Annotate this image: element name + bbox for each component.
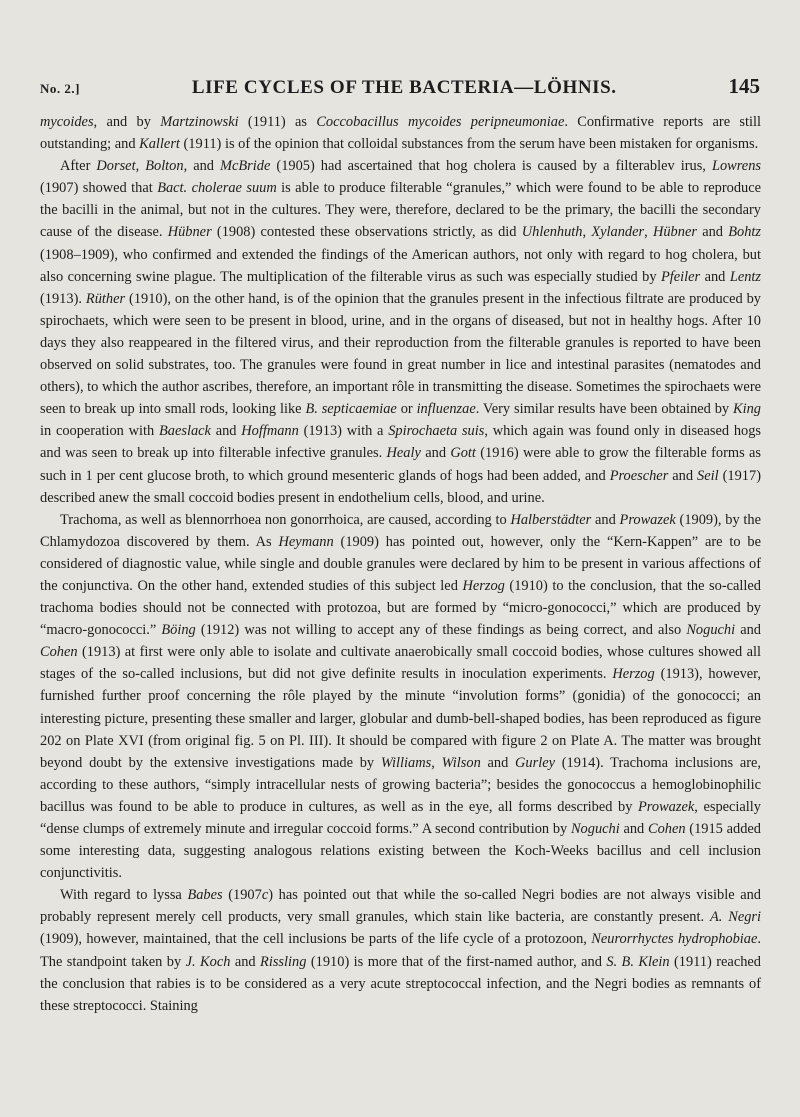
- paragraph: With regard to lyssa Babes (1907c) has pointed out that while the so-called Negri bodies are not always visible and probably represent merely cell products, very small granules, which stain like bacteria, are constantly present. A. Negri (1909), however, maintained, that the cell inclusions be parts of the life cycle of a protozoon, Neurorrhyctes hydrophobiae. The standpoint taken by J. Koch and Rissling (1910) is more that of the first-named author, and S. B. Klein (1911) reached the conclusion that rabies is to be considered as a very acute streptococcal infection, and the Negri bodies as remnants of these streptococci. Staining: [40, 887, 761, 1014]
- running-title: LIFE CYCLES OF THE BACTERIA—LÖHNIS.: [191, 77, 617, 98]
- paragraph: mycoides, and by Martzinowski (1911) as Coccobacillus mycoides peripneumoniae. Confirmative reports are still outstanding; and Kallert (1911) is of the opinion that colloidal substances from the serum have been mistaken for organisms.: [40, 114, 761, 153]
- page-number: 145: [728, 74, 760, 98]
- paragraph: After Dorset, Bolton, and McBride (1905) had ascertained that hog cholera is caused by a filterablev irus, Lowrens (1907) showed that Bact. cholerae suum is able to produce filterable “granules,” which were found to be able to reproduce the bacilli in the animal, but not in the cultures. They were, therefore, declared to be the primary, the bacilli the secondary cause of the disease. Hübner (1908) contested these observations strictly, as did Uhlenhuth, Xylander, Hübner and Bohtz (1908–1909), who confirmed and extended the findings of the American authors, not only with regard to hog cholera, but also concerning swine plague. The multiplication of the filterable virus as such was especially studied by Pfeiler and Lentz (1913). Rüther (1910), on the other hand, is of the opinion that the granules present in the infectious filtrate are produced by spirochaets, which were seen to be present in blood, urine, and in the organs of diseased, but not in healthy hogs. After 10 days they also reappeared in the filtered virus, and their reproduction from the filterable granules is reported to have been observed on solid substrates, too. The granules were found in great number in lice and intestinal parasites (nematodes and others), to which the author ascribes, therefore, an important rôle in transmitting the disease. Sometimes the spirochaets were seen to break up into small rods, looking like B. septicaemiae or influenzae. Very similar results have been obtained by King in cooperation with Baeslack and Hoffmann (1913) with a Spirochaeta suis, which again was found only in diseased hogs and was seen to break up into filterable infective granules. Healy and Gott (1916) were able to grow the filterable forms as such in 1 per cent glucose broth, to which ground mesenteric glands of hogs had been added, and Proescher and Seil (1917) described anew the small coccoid bodies present in endothelium cells, blood, and urine.: [40, 158, 762, 506]
- issue-number: No. 2.]: [40, 81, 80, 96]
- article-body: [40, 111, 761, 1017]
- running-header: [40, 74, 760, 104]
- paragraph: Trachoma, as well as blennorrhoea non gonorrhoica, are caused, according to Halberstädter and Prowazek (1909), by the Chlamydozoa discovered by them. As Heymann (1909) has pointed out, however, only the “Kern-Kappen” are to be considered of diagnostic value, while single and double granules were declared by him to be present in various affections of the conjunctiva. On the other hand, extended studies of this subject led Herzog (1910) to the conclusion, that the so-called trachoma bodies should not be connected with protozoa, but are formed by “micro-gonococci,” which are produced by “macro-gonococci.” Böing (1912) was not willing to accept any of these findings as being correct, and also Noguchi and Cohen (1913) at first were only able to isolate and cultivate anaerobically small coccoid bodies, whose cultures showed all stages of the so-called inclusions, but did not give definite results in inoculation experiments. Herzog (1913), however, furnished further proof concerning the rôle played by the minute “involution forms” (gonidia) of the gonococci; an interesting picture, presenting these smaller and larger, globular and dumb-bell-shaped bodies, has been reproduced as figure 202 on Plate XVI (from original fig. 5 on Pl. III). It should be compared with figure 2 on Plate A. The matter was brought beyond doubt by the extensive investigations made by Williams, Wilson and Gurley (1914). Trachoma inclusions are, according to these authors, “simply intracellular nests of growing bacteria”; besides the gonococcus a hemoglobinophilic bacillus was found to be able to produce in cultures, as well as in the eye, all forms described by Prowazek, especially “dense clumps of extremely minute and irregular coccoid forms.” A second contribution by Noguchi and Cohen (1915 added some interesting data, suggesting analogous relations existing between the Koch-Weeks bacillus and cell inclusion conjunctivitis.: [40, 511, 762, 882]
